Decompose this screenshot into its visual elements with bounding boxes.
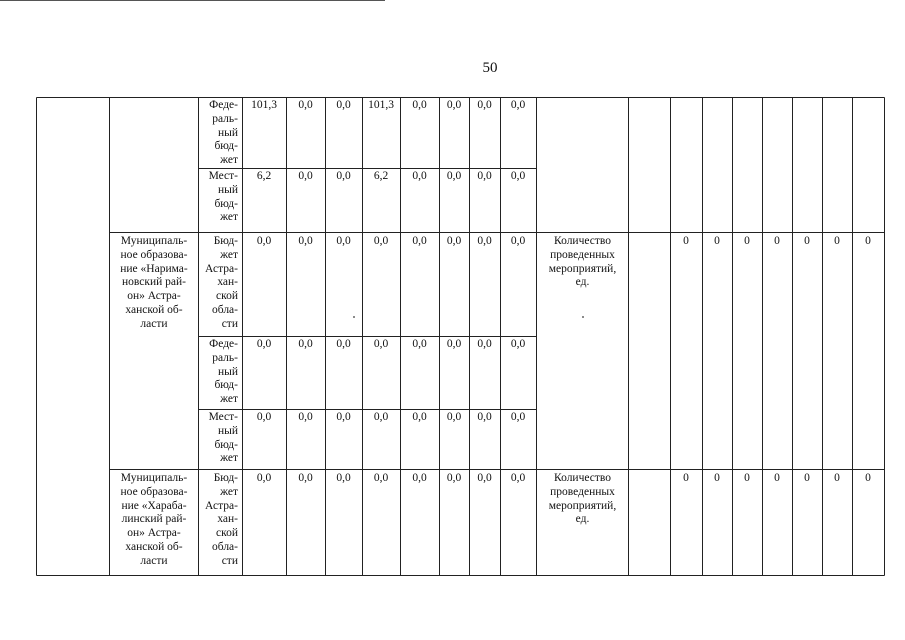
- value-cell: 0,0: [477, 338, 492, 350]
- indicator-value-cell: 0: [804, 472, 810, 484]
- value-cell: 0,0: [477, 472, 492, 484]
- value-cell: 101,3: [368, 99, 394, 111]
- budget-source: Бюд- жет Астра- хан- ской обла- сти: [205, 235, 238, 330]
- value-cell: 0,0: [298, 472, 313, 484]
- value-cell: 0,0: [446, 338, 462, 350]
- value-cell: 0,0: [477, 235, 492, 247]
- municipality-name: Муниципаль- ное образова- ние «Хараба- линский рай- он» Астра- ханской об- ласти: [120, 472, 188, 567]
- value-cell: 0,0: [373, 472, 389, 484]
- value-cell: 0,0: [298, 338, 313, 350]
- value-cell: 0,0: [336, 235, 351, 247]
- value-cell: 0,0: [510, 338, 526, 350]
- indicator-value-cell: 0: [683, 472, 689, 484]
- budget-source: Феде- раль- ный бюд- жет: [209, 338, 238, 406]
- indicator-name: Количество проведенных мероприятий, ед.: [548, 472, 617, 526]
- indicator-value-cell: 0: [774, 472, 780, 484]
- value-cell: 0,0: [412, 170, 427, 182]
- value-cell: 6,2: [256, 170, 272, 182]
- municipality-name: Муниципаль- ное образова- ние «Нарима- новский рай- он» Астра- ханской об- ласти: [120, 235, 188, 330]
- indicator-value-cell: 0: [774, 235, 780, 247]
- value-cell: 0,0: [412, 235, 427, 247]
- value-cell: 101,3: [251, 99, 277, 111]
- value-cell: 0,0: [446, 170, 462, 182]
- value-cell: 0,0: [510, 99, 526, 111]
- indicator-value-cell: 0: [865, 235, 871, 247]
- page-number: 50: [482, 60, 498, 76]
- value-cell: 0,0: [446, 472, 462, 484]
- indicator-value-cell: 0: [834, 472, 840, 484]
- value-cell: 0,0: [446, 235, 462, 247]
- value-cell: 0,0: [510, 472, 526, 484]
- value-cell: 0,0: [446, 99, 462, 111]
- indicator-value-cell: 0: [714, 235, 720, 247]
- value-cell: 0,0: [298, 99, 313, 111]
- value-cell: 0,0: [510, 235, 526, 247]
- indicator-value-cell: 0: [714, 472, 720, 484]
- value-cell: 6,2: [373, 170, 389, 182]
- value-cell: 0,0: [373, 411, 389, 423]
- indicator-value-cell: 0: [744, 235, 750, 247]
- budget-source: Мест- ный бюд- жет: [208, 170, 238, 224]
- value-cell: 0,0: [510, 170, 526, 182]
- value-cell: 0,0: [412, 338, 427, 350]
- value-cell: 0,0: [256, 235, 272, 247]
- value-cell: 0,0: [336, 338, 351, 350]
- indicator-value-cell: 0: [804, 235, 810, 247]
- indicator-value-cell: 0: [834, 235, 840, 247]
- value-cell: 0,0: [412, 99, 427, 111]
- value-cell: 0,0: [412, 411, 427, 423]
- value-cell: 0,0: [336, 170, 351, 182]
- value-cell: 0,0: [477, 170, 492, 182]
- value-cell: 0,0: [256, 472, 272, 484]
- indicator-value-cell: 0: [683, 235, 689, 247]
- value-cell: 0,0: [298, 411, 313, 423]
- value-cell: 0,0: [336, 99, 351, 111]
- value-cell: 0,0: [510, 411, 526, 423]
- value-cell: 0,0: [477, 411, 492, 423]
- budget-source: Мест- ный бюд- жет: [208, 411, 238, 465]
- budget-source: Феде- раль- ный бюд- жет: [209, 99, 238, 167]
- budget-source: Бюд- жет Астра- хан- ской обла- сти: [205, 472, 238, 567]
- indicator-value-cell: 0: [865, 472, 871, 484]
- value-cell: 0,0: [298, 170, 313, 182]
- value-cell: 0,0: [298, 235, 313, 247]
- indicator-value-cell: 0: [744, 472, 750, 484]
- value-cell: 0,0: [412, 472, 427, 484]
- scan-speck: [353, 316, 355, 318]
- value-cell: 0,0: [373, 338, 389, 350]
- value-cell: 0,0: [336, 411, 351, 423]
- value-cell: 0,0: [256, 338, 272, 350]
- value-cell: 0,0: [336, 472, 351, 484]
- scan-speck: [582, 316, 584, 318]
- value-cell: 0,0: [446, 411, 462, 423]
- value-cell: 0,0: [477, 99, 492, 111]
- value-cell: 0,0: [373, 235, 389, 247]
- value-cell: 0,0: [256, 411, 272, 423]
- indicator-name: Количество проведенных мероприятий, ед.: [548, 235, 617, 289]
